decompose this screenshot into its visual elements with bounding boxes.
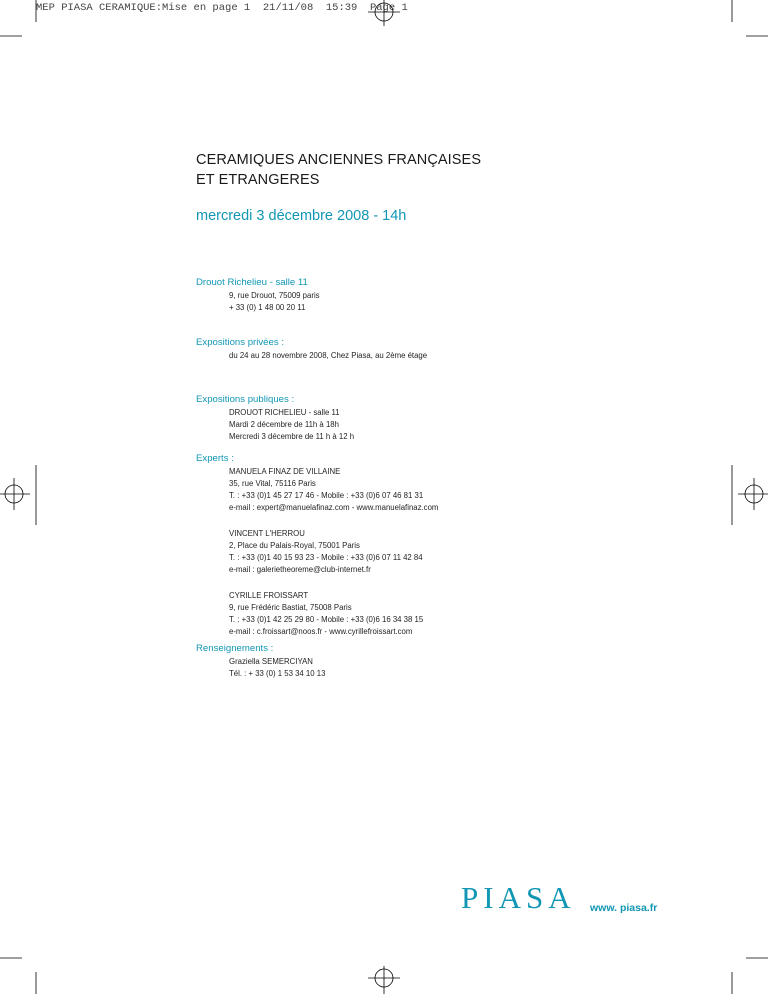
private-exhibitions-details bbox=[229, 350, 427, 362]
venue-details bbox=[229, 290, 320, 314]
expert-name: VINCENT L'HERROU bbox=[229, 529, 305, 538]
expert-entry bbox=[229, 528, 438, 576]
public-exhibitions-line: Mercredi 3 décembre de 11 h à 12 h bbox=[229, 432, 355, 441]
expert-email: e-mail : c.froissart@noos.fr - www.cyrillefroissart.com bbox=[229, 627, 413, 636]
expert-phone: T. : +33 (0)1 42 25 29 80 - Mobile : +33 (0)6 16 34 38 15 bbox=[229, 615, 424, 624]
public-exhibitions-title: Expositions publiques : bbox=[196, 394, 295, 405]
expert-address: 2, Place du Palais-Royal, 75001 Paris bbox=[229, 541, 360, 550]
expert-email: e-mail : expert@manuelafinaz.com - www.manuelafinaz.com bbox=[229, 503, 439, 512]
print-slug: MEP PIASA CERAMIQUE:Mise en page 1 21/11/08 15:39 Page 1 bbox=[36, 2, 408, 14]
public-exhibitions-line: DROUOT RICHELIEU - salle 11 bbox=[229, 408, 340, 417]
info-contact-name: Graziella SEMERCIYAN bbox=[229, 657, 313, 666]
info-section bbox=[196, 642, 325, 680]
piasa-logo: PIASA bbox=[461, 880, 576, 915]
expert-name: CYRILLE FROISSART bbox=[229, 591, 309, 600]
venue-title: Drouot Richelieu - salle 11 bbox=[196, 277, 308, 288]
expert-entry bbox=[229, 590, 438, 638]
private-exhibitions-line: du 24 au 28 novembre 2008, Chez Piasa, au 2ème étage bbox=[229, 351, 428, 360]
catalogue-title bbox=[196, 150, 481, 190]
public-exhibitions-line: Mardi 2 décembre de 11h à 18h bbox=[229, 420, 339, 429]
expert-name: MANUELA FINAZ DE VILLAINE bbox=[229, 467, 341, 476]
sale-date: mercredi 3 décembre 2008 - 14h bbox=[196, 208, 407, 224]
experts-title: Experts : bbox=[196, 453, 234, 464]
expert-address: 9, rue Frédéric Bastiat, 75008 Paris bbox=[229, 603, 352, 612]
info-phone: Tél. : + 33 (0) 1 53 34 10 13 bbox=[229, 669, 326, 678]
private-exhibitions-title: Expositions privées : bbox=[196, 337, 284, 348]
info-details bbox=[229, 656, 325, 680]
website-link[interactable]: www. piasa.fr bbox=[590, 902, 658, 914]
info-title: Renseignements : bbox=[196, 643, 274, 654]
title-line-1: CERAMIQUES ANCIENNES FRANÇAISES bbox=[196, 152, 482, 168]
experts-section bbox=[196, 452, 438, 638]
public-exhibitions-section bbox=[196, 393, 354, 443]
title-line-2: ET ETRANGERES bbox=[196, 172, 320, 188]
private-exhibitions-section bbox=[196, 336, 427, 362]
expert-phone: T. : +33 (0)1 40 15 93 23 - Mobile : +33 (0)6 07 11 42 84 bbox=[229, 553, 423, 562]
venue-address: 9, rue Drouot, 75009 paris bbox=[229, 291, 320, 300]
experts-list bbox=[229, 466, 438, 638]
expert-email: e-mail : galerietheoreme@club-internet.fr bbox=[229, 565, 371, 574]
expert-phone: T. : +33 (0)1 45 27 17 46 - Mobile : +33 (0)6 07 46 81 31 bbox=[229, 491, 424, 500]
venue-phone: + 33 (0) 1 48 00 20 11 bbox=[229, 303, 306, 312]
expert-address: 35, rue Vital, 75116 Paris bbox=[229, 479, 316, 488]
public-exhibitions-details bbox=[229, 407, 354, 443]
venue-section bbox=[196, 276, 320, 314]
expert-entry bbox=[229, 466, 438, 514]
